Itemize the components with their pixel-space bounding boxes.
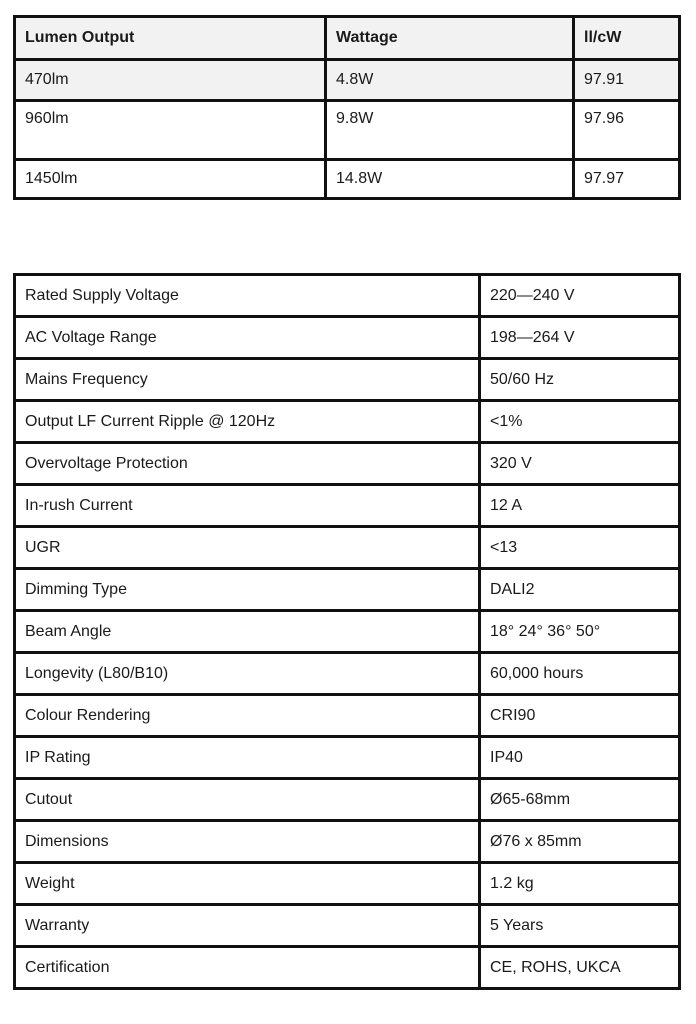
spec-row <box>15 443 680 485</box>
spec-label: Output LF Current Ripple @ 120Hz <box>15 401 480 443</box>
spec-row <box>15 653 680 695</box>
specifications-table <box>13 273 681 990</box>
wattage-cell: 14.8W <box>326 160 574 199</box>
spec-row <box>15 527 680 569</box>
spec-value: 60,000 hours <box>480 653 680 695</box>
wattage-cell: 9.8W <box>326 101 574 160</box>
spec-row <box>15 779 680 821</box>
spec-value: 12 A <box>480 485 680 527</box>
spec-row <box>15 947 680 989</box>
table-row <box>15 60 680 101</box>
spec-label: Longevity (L80/B10) <box>15 653 480 695</box>
header-wattage: Wattage <box>326 17 574 60</box>
table-header-row <box>15 17 680 60</box>
spec-label: Dimensions <box>15 821 480 863</box>
spec-value: <13 <box>480 527 680 569</box>
spec-value: CRI90 <box>480 695 680 737</box>
spec-value: CE, ROHS, UKCA <box>480 947 680 989</box>
spec-value: 198—264 V <box>480 317 680 359</box>
spec-row <box>15 863 680 905</box>
spec-value: IP40 <box>480 737 680 779</box>
header-efficacy: ll/cW <box>574 17 680 60</box>
spec-row <box>15 905 680 947</box>
spec-value: <1% <box>480 401 680 443</box>
lumen-output-table <box>13 15 681 200</box>
spec-row <box>15 611 680 653</box>
spec-value: DALI2 <box>480 569 680 611</box>
spec-label: Colour Rendering <box>15 695 480 737</box>
spec-value: 220—240 V <box>480 275 680 317</box>
spec-row <box>15 359 680 401</box>
lumen-cell: 470lm <box>15 60 326 101</box>
spec-value: 18° 24° 36° 50° <box>480 611 680 653</box>
spec-row <box>15 569 680 611</box>
efficacy-cell: 97.91 <box>574 60 680 101</box>
spec-label: Overvoltage Protection <box>15 443 480 485</box>
spec-row <box>15 275 680 317</box>
spec-value: 50/60 Hz <box>480 359 680 401</box>
table-row <box>15 101 680 160</box>
spec-row <box>15 821 680 863</box>
spec-label: Rated Supply Voltage <box>15 275 480 317</box>
lumen-cell: 960lm <box>15 101 326 160</box>
table-row <box>15 160 680 199</box>
spec-label: Cutout <box>15 779 480 821</box>
spec-label: AC Voltage Range <box>15 317 480 359</box>
efficacy-cell: 97.97 <box>574 160 680 199</box>
efficacy-cell: 97.96 <box>574 101 680 160</box>
spec-value: 320 V <box>480 443 680 485</box>
header-lumen-output: Lumen Output <box>15 17 326 60</box>
spec-label: Beam Angle <box>15 611 480 653</box>
wattage-cell: 4.8W <box>326 60 574 101</box>
lumen-cell: 1450lm <box>15 160 326 199</box>
spec-label: IP Rating <box>15 737 480 779</box>
spec-value: Ø76 x 85mm <box>480 821 680 863</box>
spec-label: Weight <box>15 863 480 905</box>
spec-label: Warranty <box>15 905 480 947</box>
spec-row <box>15 317 680 359</box>
spec-value: 5 Years <box>480 905 680 947</box>
spec-value: 1.2 kg <box>480 863 680 905</box>
spec-value: Ø65-68mm <box>480 779 680 821</box>
spec-label: Mains Frequency <box>15 359 480 401</box>
spec-row <box>15 737 680 779</box>
spec-label: Dimming Type <box>15 569 480 611</box>
spec-row <box>15 401 680 443</box>
spec-label: UGR <box>15 527 480 569</box>
spec-label: Certification <box>15 947 480 989</box>
spec-row <box>15 695 680 737</box>
spec-label: In-rush Current <box>15 485 480 527</box>
spec-row <box>15 485 680 527</box>
